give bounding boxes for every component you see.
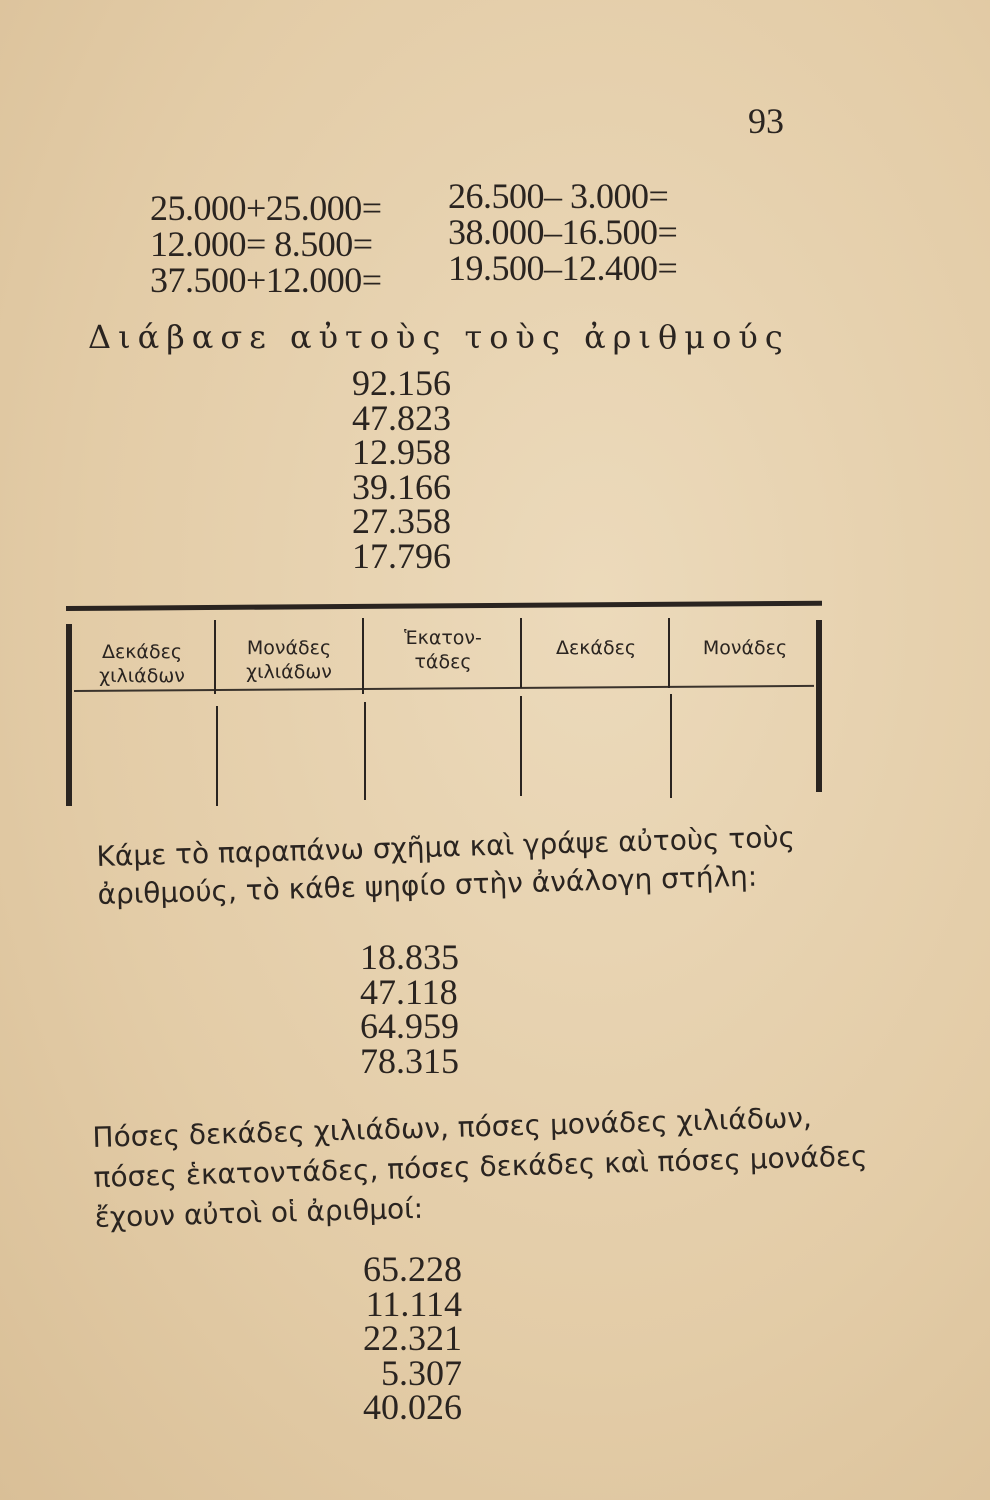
column-divider [520, 696, 522, 796]
exercise-column-right [448, 178, 677, 286]
instruction-paragraph-2: Πόσες δεκάδες χιλιάδων, πόσες μονάδες χιλιάδων, πόσες ἑκατοντάδες, πόσες δεκάδες καὶ πόσες μονάδες ἔχουν αὐτοὶ οἱ ἀριθμοί: [92, 1100, 868, 1234]
table-top-rule [66, 601, 822, 611]
list-item: 5.307 [381, 1352, 462, 1393]
column-divider [520, 618, 522, 688]
numbers-to-decompose-list [362, 1249, 462, 1427]
column-divider [668, 618, 670, 688]
list-item: 11.114 [365, 1283, 462, 1324]
exercise-line: 19.500–12.400= [448, 248, 678, 288]
list-item: 12.958 [352, 432, 451, 472]
exercise-line: 38.000–16.500= [448, 212, 678, 252]
column-divider [362, 618, 364, 694]
column-divider [214, 620, 216, 694]
list-item: 17.796 [352, 535, 451, 576]
list-item: 65.228 [363, 1249, 462, 1289]
list-item: 92.156 [352, 363, 451, 403]
header-thousands: Μονάδες χιλιάδων [246, 637, 332, 683]
numbers-to-place-list [360, 937, 459, 1081]
list-item: 40.026 [363, 1387, 462, 1427]
numbers-to-read-list [352, 363, 451, 576]
list-item: 78.315 [360, 1040, 459, 1081]
table-left-border [66, 624, 72, 806]
instruction-paragraph-1: Κάμε τὸ παραπάνω σχῆμα καὶ γράψε αὐτοὺς τοὺς ἀριθμούς, τὸ κάθε ψηφίο στὴν ἀνάλογη στήλη: [96, 820, 796, 911]
exercise-line: 12.000= 8.500= [150, 224, 373, 264]
header-tens: Δεκάδες [555, 637, 637, 659]
list-item: 47.823 [352, 397, 451, 438]
column-divider [364, 702, 366, 800]
list-item: 18.835 [360, 937, 459, 977]
column-divider [216, 706, 218, 806]
table-right-border [816, 620, 822, 792]
exercise-line: 37.500+12.000= [150, 260, 382, 300]
place-value-table [66, 606, 824, 810]
list-item: 22.321 [363, 1318, 462, 1358]
list-item: 39.166 [352, 466, 451, 507]
exercise-line: 26.500– 3.000= [448, 176, 669, 216]
list-item: 27.358 [352, 501, 451, 541]
exercise-column-left [150, 190, 382, 298]
list-item: 47.118 [360, 971, 458, 1012]
header-tens-of-thousands: Δεκάδες χιλιάδων [99, 641, 185, 687]
section-heading: Διάβασε αὐτοὺς τοὺς ἀριθμούς [88, 318, 790, 356]
column-divider [670, 694, 672, 798]
header-hundreds: Ἑκατον- τάδες [404, 627, 482, 673]
exercise-line: 25.000+25.000= [150, 188, 382, 228]
header-units: Μονάδες [702, 637, 788, 659]
list-item: 64.959 [360, 1006, 459, 1046]
page-number: 93 [748, 101, 784, 141]
